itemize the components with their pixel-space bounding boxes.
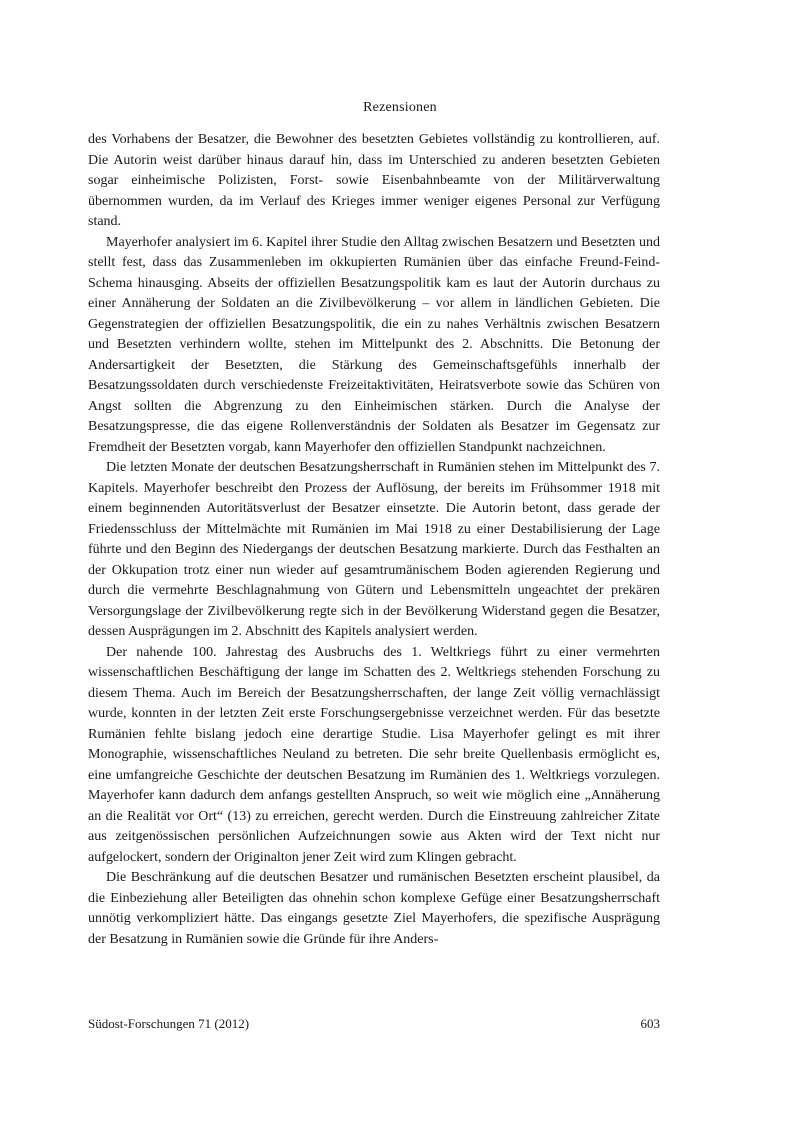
journal-citation: Südost-Forschungen 71 (2012) [88,1016,250,1031]
paragraph-3: Die letzten Monate der deutschen Besatzungsherrschaft in Rumänien stehen im Mittelpunkt des 7. Kapitels. Mayerhofer beschreibt den Prozess der Auflösung, der bereits im Frühsommer 1918 mit einem beginnenden Autoritätsverlust der Besatzer einsetzte. Die Autorin betont, dass gerade der Friedensschluss der Mittelmächte mit Rumänien im Mai 1918 zu einer Destabilisierung der Lage führte und den Beginn des Niedergangs der deutschen Besatzung markierte. Durch das Festhalten an der Okkupation trotz einer nun wieder auf gesamtrumänischem Boden agierenden Regierung und durch die vermehrte Beschlagnahmung von Gütern und Lebensmitteln ungeachtet der prekären Versorgungslage der Zivilbevölkerung regte sich in der Bevölkerung Widerstand gegen die Besatzer, dessen Ausprägungen im 2. Abschnitt des Kapitels analysiert werden. [88,460,660,639]
page-number: 603 [640,1016,660,1031]
page-footer [88,1016,660,1032]
paragraph-1: des Vorhabens der Besatzer, die Bewohner des besetzten Gebietes vollständig zu kontrollieren, auf. Die Autorin weist darüber hinaus darauf hin, dass im Unterschied zu anderen besetzten Gebieten sogar einheimische Polizisten, Forst- sowie Eisenbahnbeamte von der Militärverwaltung übernommen wurden, da im Verlauf des Krieges immer weniger eigenes Personal zur Verfügung stand. [88,132,660,229]
paragraph-5: Die Beschränkung auf die deutschen Besatzer und rumänischen Besetzten erscheint plausibel, da die Einbeziehung aller Beteiligten das ohnehin schon komplexe Gefüge einer Besatzungsherrschaft unnötig verkompliziert hätte. Das eingangs gesetzte Ziel Mayerhofers, die spezifische Ausprägung der Besatzung in Rumänien sowie die Gründe für ihre Anders- [88,870,660,947]
paragraph-4: Der nahende 100. Jahrestag des Ausbruchs des 1. Weltkriegs führt zu einer vermehrten wissenschaftlichen Beschäftigung der lange im Schatten des 2. Weltkriegs stehenden Forschung zu diesem Thema. Auch im Bereich der Besatzungsherrschaften, der lange Zeit völlig vernachlässigt wurde, konnten in der letzten Zeit erste Forschungsergebnisse verzeichnet werden. Für das besetzte Rumänien fehlte bislang jedoch eine derartige Studie. Lisa Mayerhofer gelingt es mit ihrer Monographie, wissenschaftliches Neuland zu betreten. Die sehr breite Quellenbasis ermöglicht es, eine umfangreiche Geschichte der deutschen Besatzung im Rumänien des 1. Weltkriegs vorzulegen. Mayerhofer kann dadurch dem anfangs gestellten Anspruch, so weit wie möglich eine „Annäherung an die Realität vor Ort“ (13) zu erreichen, gerecht werden. Durch die Einstreuung zahlreicher Zitate aus zeitgenössischen persönlichen Aufzeichnungen sowie aus Akten wird der Text nicht nur aufgelockert, sondern der Originalton jener Zeit wird zum Klingen gebracht. [88,644,660,865]
running-head: Rezensionen [363,100,437,115]
paragraph-2: Mayerhofer analysiert im 6. Kapitel ihrer Studie den Alltag zwischen Besatzern und Besetzten und stellt fest, dass das Zusammenleben im okkupierten Rumänien über das einfache Freund-Feind-Schema hinausging. Abseits der offiziellen Besatzungspolitik kam es laut der Autorin durchaus zu einer Annäherung der Soldaten an die Zivilbevölkerung – vor allem in ländlichen Gebieten. Die Gegenstrategien der offiziellen Besatzungspolitik, die ein zu nahes Verhältnis zwischen Besatzern und Besetzten verhindern wollte, stehen im Mittelpunkt des 2. Abschnitts. Die Betonung der Andersartigkeit der Besetzten, die Stärkung des Gemeinschaftsgefühls innerhalb der Besatzungssoldaten durch verschiedenste Freizeitaktivitäten, Heiratsverbote sowie das Schüren von Angst sollten die Abgrenzung zu den Einheimischen stärken. Durch die Analyse der Besatzungspresse, die das eigene Rollenverständnis der Soldaten als Besatzer im Gegensatz zur Fremdheit der Besetzten vorgab, kann Mayerhofer den offiziellen Standpunkt nachzeichnen. [88,234,660,455]
body-text [88,130,660,950]
